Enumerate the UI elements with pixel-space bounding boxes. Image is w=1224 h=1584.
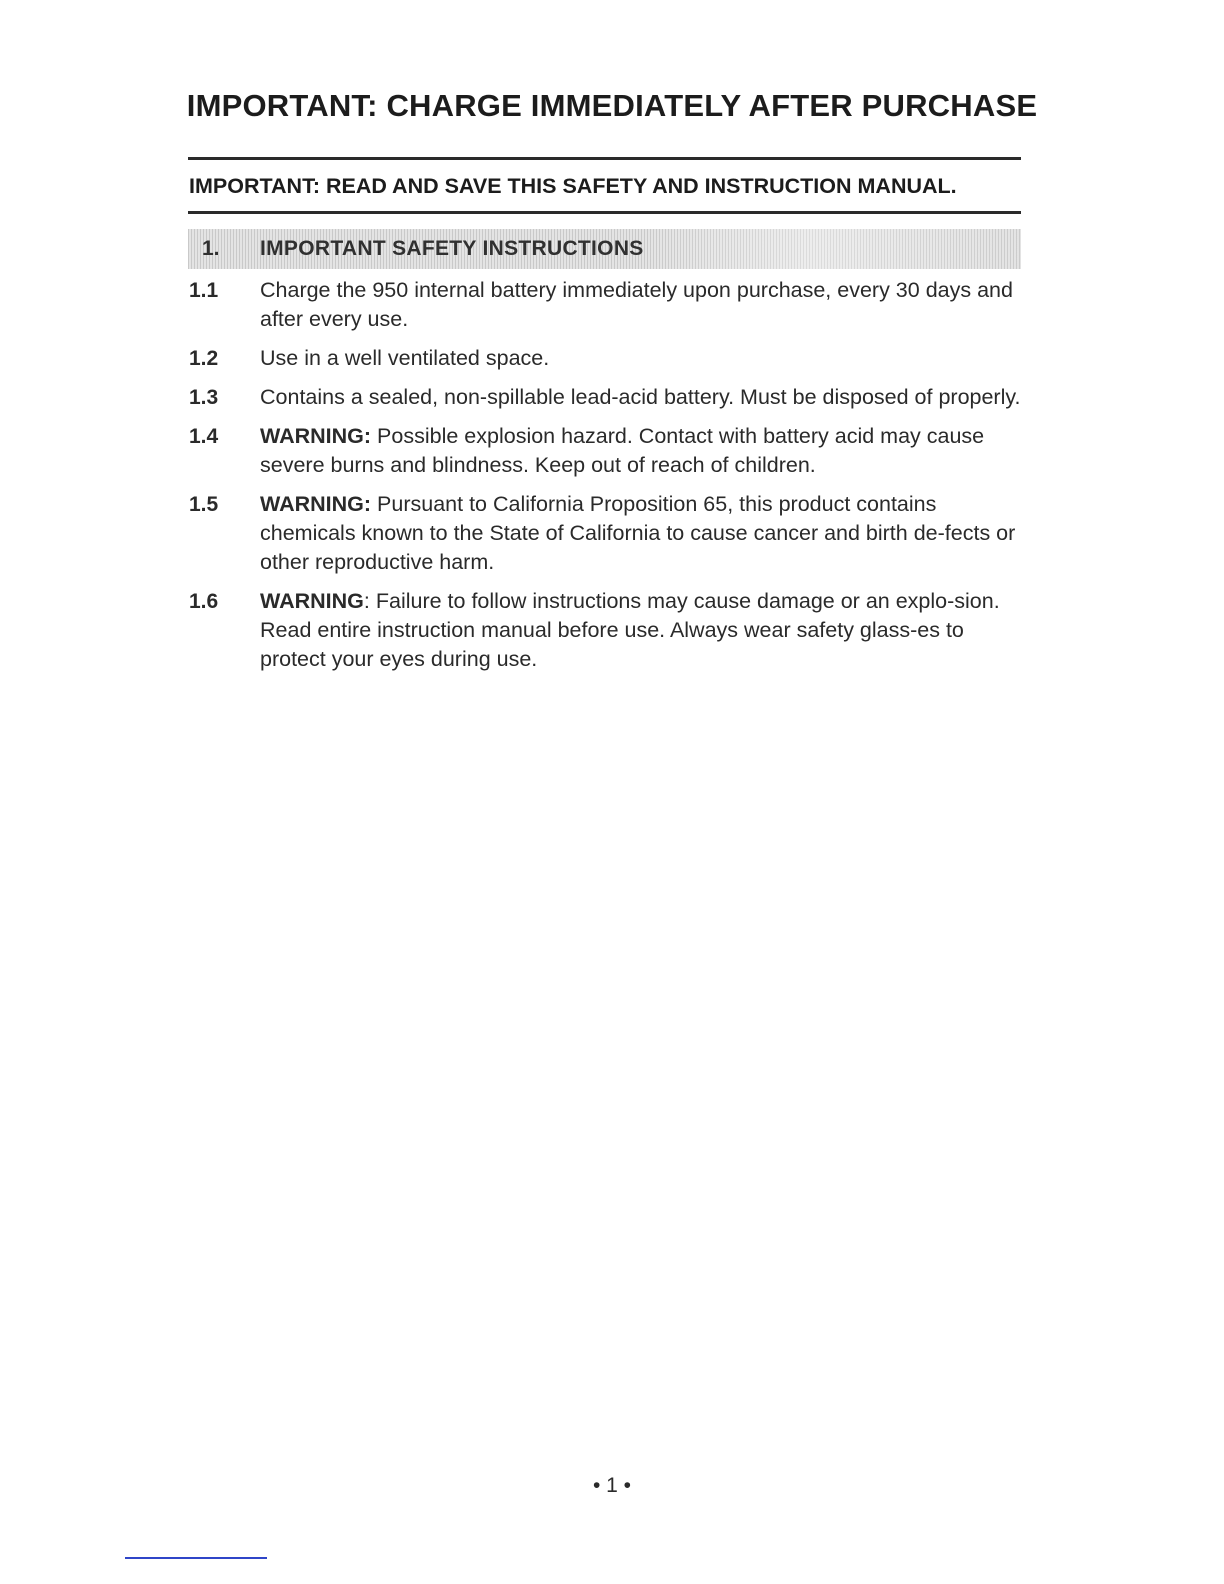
item-number: 1.5	[189, 493, 219, 516]
item-number: 1.1	[189, 279, 219, 302]
item-text	[260, 587, 1024, 674]
item-text	[260, 490, 1024, 577]
item-text	[260, 422, 1024, 480]
list-item	[189, 490, 1024, 577]
warning-label: WARNING:	[260, 492, 372, 516]
list-item	[189, 383, 1024, 412]
list-item	[189, 344, 1024, 373]
item-body: Pursuant to California Proposition 65, this product contains chemicals known to the State of California to cause cancer and birth de-fects or other reproductive harm.	[260, 492, 1016, 574]
warning-label: WARNING:	[260, 424, 372, 448]
list-item	[189, 276, 1024, 334]
instruction-list	[189, 276, 1024, 684]
list-item	[189, 587, 1024, 674]
bottom-divider	[188, 211, 1021, 214]
page-number: • 1 •	[592, 1474, 632, 1497]
item-body: : Failure to follow instructions may cause damage or an explo-sion. Read entire instruction manual before use. Always wear safety glass-es to protect your eyes during use.	[260, 589, 1000, 671]
list-item	[189, 422, 1024, 480]
top-divider	[188, 157, 1021, 160]
section-title: IMPORTANT SAFETY INSTRUCTIONS	[260, 237, 644, 260]
item-number: 1.4	[189, 425, 219, 448]
item-number: 1.6	[189, 590, 219, 613]
warning-label: WARNING	[260, 589, 364, 613]
manual-notice: IMPORTANT: READ AND SAVE THIS SAFETY AND INSTRUCTION MANUAL.	[189, 174, 957, 198]
item-number: 1.3	[189, 386, 219, 409]
footer-underline	[125, 1557, 267, 1559]
item-text	[260, 383, 1024, 412]
page-title: IMPORTANT: CHARGE IMMEDIATELY AFTER PURCHASE	[186, 88, 1038, 123]
section-heading-bar	[188, 229, 1021, 269]
item-body: Contains a sealed, non-spillable lead-acid battery. Must be disposed of properly.	[260, 385, 1021, 409]
item-number: 1.2	[189, 347, 219, 370]
item-text	[260, 344, 1024, 373]
item-body: Charge the 950 internal battery immediately upon purchase, every 30 days and after every use.	[260, 278, 1013, 331]
item-body: Use in a well ventilated space.	[260, 346, 550, 370]
item-body: Possible explosion hazard. Contact with battery acid may cause severe burns and blindness. Keep out of reach of children.	[260, 424, 985, 477]
item-text	[260, 276, 1024, 334]
section-number: 1.	[202, 237, 220, 260]
